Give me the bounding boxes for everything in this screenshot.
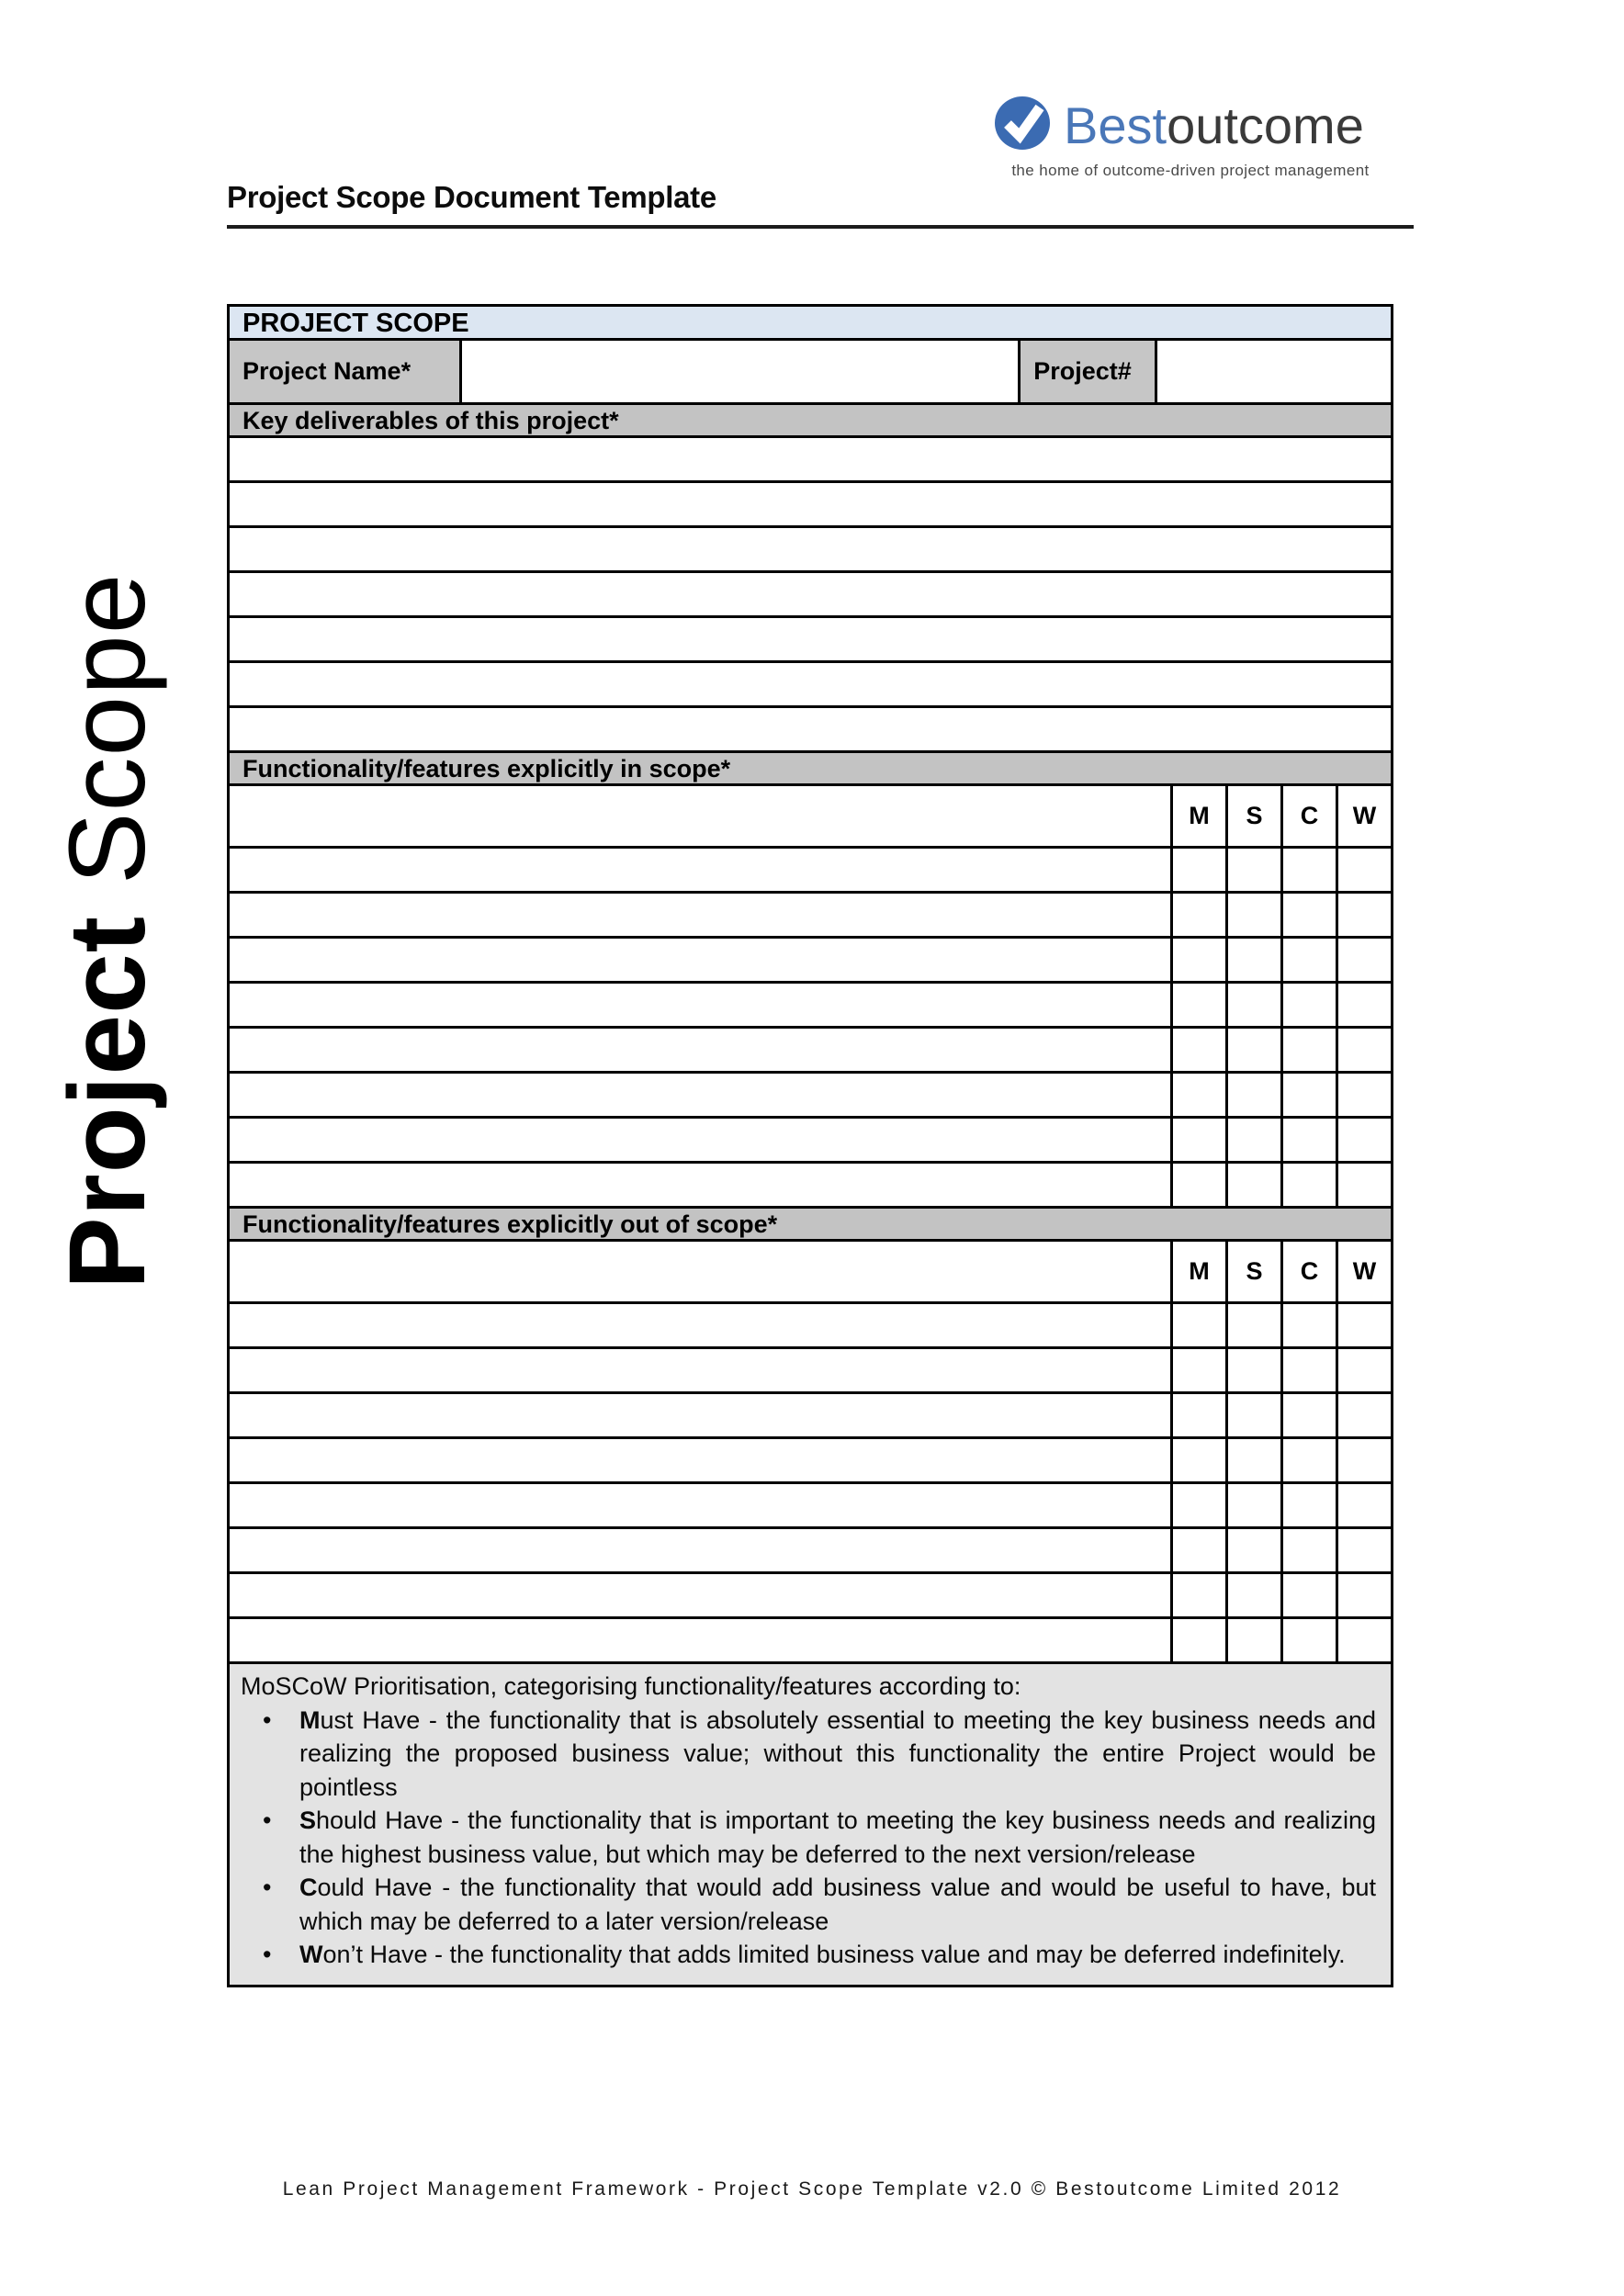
priority-cell[interactable] (1170, 939, 1225, 981)
checkmark-circle-icon (994, 96, 1053, 156)
priority-cell[interactable] (1336, 894, 1391, 936)
logo-word-outcome: outcome (1167, 96, 1364, 154)
section-header: Key deliverables of this project* (230, 405, 1391, 438)
entry-cell[interactable] (230, 1574, 1170, 1616)
moscow-note-block (230, 1664, 1391, 1985)
priority-cell[interactable] (1225, 1529, 1280, 1571)
priority-column-header: M (1170, 786, 1225, 846)
section-header: Functionality/features explicitly out of scope* (230, 1209, 1391, 1242)
side-title-word-scope: Scope (47, 572, 168, 885)
priority-cell[interactable] (1336, 1119, 1391, 1161)
entry-row[interactable] (230, 618, 1391, 663)
priority-cell[interactable] (1170, 1119, 1225, 1161)
priority-cell[interactable] (1336, 1029, 1391, 1071)
priority-cell[interactable] (1170, 1029, 1225, 1071)
entry-cell[interactable] (230, 1619, 1170, 1661)
priority-column-header: C (1280, 786, 1336, 846)
priority-cell[interactable] (1336, 1529, 1391, 1571)
priority-column-header: S (1225, 786, 1280, 846)
priority-cell[interactable] (1336, 1074, 1391, 1116)
priority-cell[interactable] (1170, 984, 1225, 1026)
project-scope-header: PROJECT SCOPE (230, 307, 1391, 341)
side-vertical-title (39, 573, 176, 1289)
moscow-bullet-lead-letter: C (299, 1874, 318, 1901)
table-row (230, 1304, 1391, 1349)
priority-cell[interactable] (1280, 1484, 1336, 1526)
entry-cell[interactable] (230, 894, 1170, 936)
priority-cell[interactable] (1225, 1574, 1280, 1616)
priority-cell[interactable] (1170, 1529, 1225, 1571)
table-row (230, 1484, 1391, 1529)
priority-cell[interactable] (1225, 939, 1280, 981)
entry-cell[interactable] (230, 1164, 1170, 1206)
project-name-label: Project Name* (230, 341, 459, 402)
side-title-word-project: Project (47, 915, 168, 1289)
table-sections (230, 405, 1391, 1664)
priority-cell[interactable] (1170, 1164, 1225, 1206)
entry-row[interactable] (230, 438, 1391, 483)
logo-word-best: Best (1064, 96, 1167, 154)
priority-cell[interactable] (1280, 1394, 1336, 1436)
priority-cell[interactable] (1225, 849, 1280, 891)
priority-cell[interactable] (1170, 1304, 1225, 1346)
project-name-value[interactable] (459, 341, 1018, 402)
entry-row[interactable] (230, 573, 1391, 618)
entry-cell[interactable] (230, 1119, 1170, 1161)
priority-cell[interactable] (1336, 1484, 1391, 1526)
table-row (230, 1439, 1391, 1484)
priority-column-header: W (1336, 1242, 1391, 1301)
entry-cell[interactable] (230, 1242, 1170, 1301)
moscow-bullet-text: on’t Have - the functionality that adds limited business value and may be deferred indefinitely. (322, 1941, 1346, 1968)
priority-cell[interactable] (1170, 849, 1225, 891)
table-row (230, 1574, 1391, 1619)
moscow-heading: MoSCoW Prioritisation, categorising functionality/features according to: (241, 1672, 1021, 1700)
priority-cell[interactable] (1336, 984, 1391, 1026)
table-row (230, 1394, 1391, 1439)
priority-cell[interactable] (1225, 1439, 1280, 1481)
logo-row (994, 96, 1387, 156)
priority-cell[interactable] (1225, 984, 1280, 1026)
priority-cell[interactable] (1336, 849, 1391, 891)
entry-cell[interactable] (230, 1029, 1170, 1071)
moscow-bullet (241, 1871, 1376, 1938)
priority-column-header: C (1280, 1242, 1336, 1301)
priority-cell[interactable] (1225, 1029, 1280, 1071)
table-row (230, 939, 1391, 984)
entry-cell[interactable] (230, 1439, 1170, 1481)
priority-cell[interactable] (1225, 1164, 1280, 1206)
priority-cell[interactable] (1280, 1619, 1336, 1661)
table-row (230, 1164, 1391, 1209)
priority-cell[interactable] (1225, 1484, 1280, 1526)
moscow-bullet-lead-letter: S (299, 1806, 317, 1834)
priority-cell[interactable] (1170, 1484, 1225, 1526)
table-row (230, 786, 1391, 849)
entry-row[interactable] (230, 708, 1391, 753)
priority-cell[interactable] (1336, 1164, 1391, 1206)
priority-cell[interactable] (1170, 1619, 1225, 1661)
table-row (230, 1029, 1391, 1074)
entry-cell[interactable] (230, 984, 1170, 1026)
moscow-bullet (241, 1804, 1376, 1871)
moscow-bullet-text: ust Have - the functionality that is absolutely essential to meeting the key business needs and realizing the proposed business value; without this functionality the entire Project would be pointless (299, 1705, 1376, 1801)
moscow-bullet-list (241, 1704, 1376, 1972)
priority-cell[interactable] (1336, 1349, 1391, 1391)
moscow-bullet-text: ould Have - the functionality that would add business value and would be useful to have, but which may be deferred to a later version/release (299, 1874, 1376, 1935)
priority-cell[interactable] (1225, 1119, 1280, 1161)
table-row (230, 1119, 1391, 1164)
bestoutcome-logo (994, 96, 1387, 180)
priority-cell[interactable] (1170, 1074, 1225, 1116)
priority-cell[interactable] (1225, 894, 1280, 936)
priority-cell[interactable] (1336, 1304, 1391, 1346)
priority-column-header: W (1336, 786, 1391, 846)
table-row (230, 1619, 1391, 1664)
entry-row[interactable] (230, 528, 1391, 573)
priority-cell[interactable] (1280, 1574, 1336, 1616)
moscow-bullet (241, 1938, 1376, 1972)
entry-cell[interactable] (230, 939, 1170, 981)
entry-cell[interactable] (230, 1529, 1170, 1571)
table-row (230, 1074, 1391, 1119)
moscow-bullet-lead-letter: M (299, 1705, 321, 1734)
table-row (230, 1349, 1391, 1394)
priority-cell[interactable] (1280, 1304, 1336, 1346)
priority-cell[interactable] (1280, 984, 1336, 1026)
entry-row[interactable] (230, 483, 1391, 528)
priority-cell[interactable] (1336, 1619, 1391, 1661)
priority-cell[interactable] (1280, 1529, 1336, 1571)
priority-cell[interactable] (1225, 1304, 1280, 1346)
priority-cell[interactable] (1225, 1619, 1280, 1661)
section-header: Functionality/features explicitly in scope* (230, 753, 1391, 786)
priority-cell[interactable] (1225, 1074, 1280, 1116)
priority-cell[interactable] (1336, 1439, 1391, 1481)
document-title: Project Scope Document Template (227, 180, 716, 214)
table-row (230, 849, 1391, 894)
priority-cell[interactable] (1170, 894, 1225, 936)
priority-column-header: M (1170, 1242, 1225, 1301)
entry-cell[interactable] (230, 1304, 1170, 1346)
priority-cell[interactable] (1280, 894, 1336, 936)
moscow-bullet (241, 1704, 1376, 1805)
priority-cell[interactable] (1336, 1394, 1391, 1436)
priority-cell[interactable] (1336, 1574, 1391, 1616)
table-row (230, 1242, 1391, 1304)
priority-cell[interactable] (1170, 1574, 1225, 1616)
priority-cell[interactable] (1280, 849, 1336, 891)
title-underline (227, 225, 1414, 229)
priority-cell[interactable] (1280, 1119, 1336, 1161)
entry-cell[interactable] (230, 1484, 1170, 1526)
entry-cell[interactable] (230, 1074, 1170, 1116)
logo-tagline: the home of outcome-driven project management (1011, 162, 1370, 179)
priority-cell[interactable] (1336, 939, 1391, 981)
logo-wordmark (1064, 96, 1364, 154)
priority-column-header: S (1225, 1242, 1280, 1301)
page-footer: Lean Project Management Framework - Project Scope Template v2.0 © Bestoutcome Limited 2012 (282, 2178, 1342, 2200)
entry-cell[interactable] (230, 1394, 1170, 1436)
priority-cell[interactable] (1170, 1394, 1225, 1436)
project-number-value[interactable] (1155, 341, 1391, 402)
priority-cell[interactable] (1225, 1394, 1280, 1436)
table-row (230, 1529, 1391, 1574)
entry-cell[interactable] (230, 786, 1170, 846)
moscow-bullet-text: hould Have - the functionality that is important to meeting the key business needs and realizing the highest business value, but which may be deferred to the next version/release (299, 1806, 1376, 1868)
priority-cell[interactable] (1280, 1439, 1336, 1481)
priority-cell[interactable] (1225, 1349, 1280, 1391)
priority-cell[interactable] (1280, 1029, 1336, 1071)
priority-cell[interactable] (1280, 1349, 1336, 1391)
table-row (230, 894, 1391, 939)
entry-row[interactable] (230, 663, 1391, 708)
priority-cell[interactable] (1170, 1349, 1225, 1391)
entry-cell[interactable] (230, 849, 1170, 891)
table-row (230, 984, 1391, 1029)
project-number-label: Project# (1018, 341, 1155, 402)
priority-cell[interactable] (1280, 1074, 1336, 1116)
project-scope-table (227, 304, 1393, 1987)
entry-cell[interactable] (230, 1349, 1170, 1391)
moscow-bullet-lead-letter: W (299, 1941, 323, 1968)
priority-cell[interactable] (1170, 1439, 1225, 1481)
project-name-row (230, 341, 1391, 405)
priority-cell[interactable] (1280, 1164, 1336, 1206)
priority-cell[interactable] (1280, 939, 1336, 981)
